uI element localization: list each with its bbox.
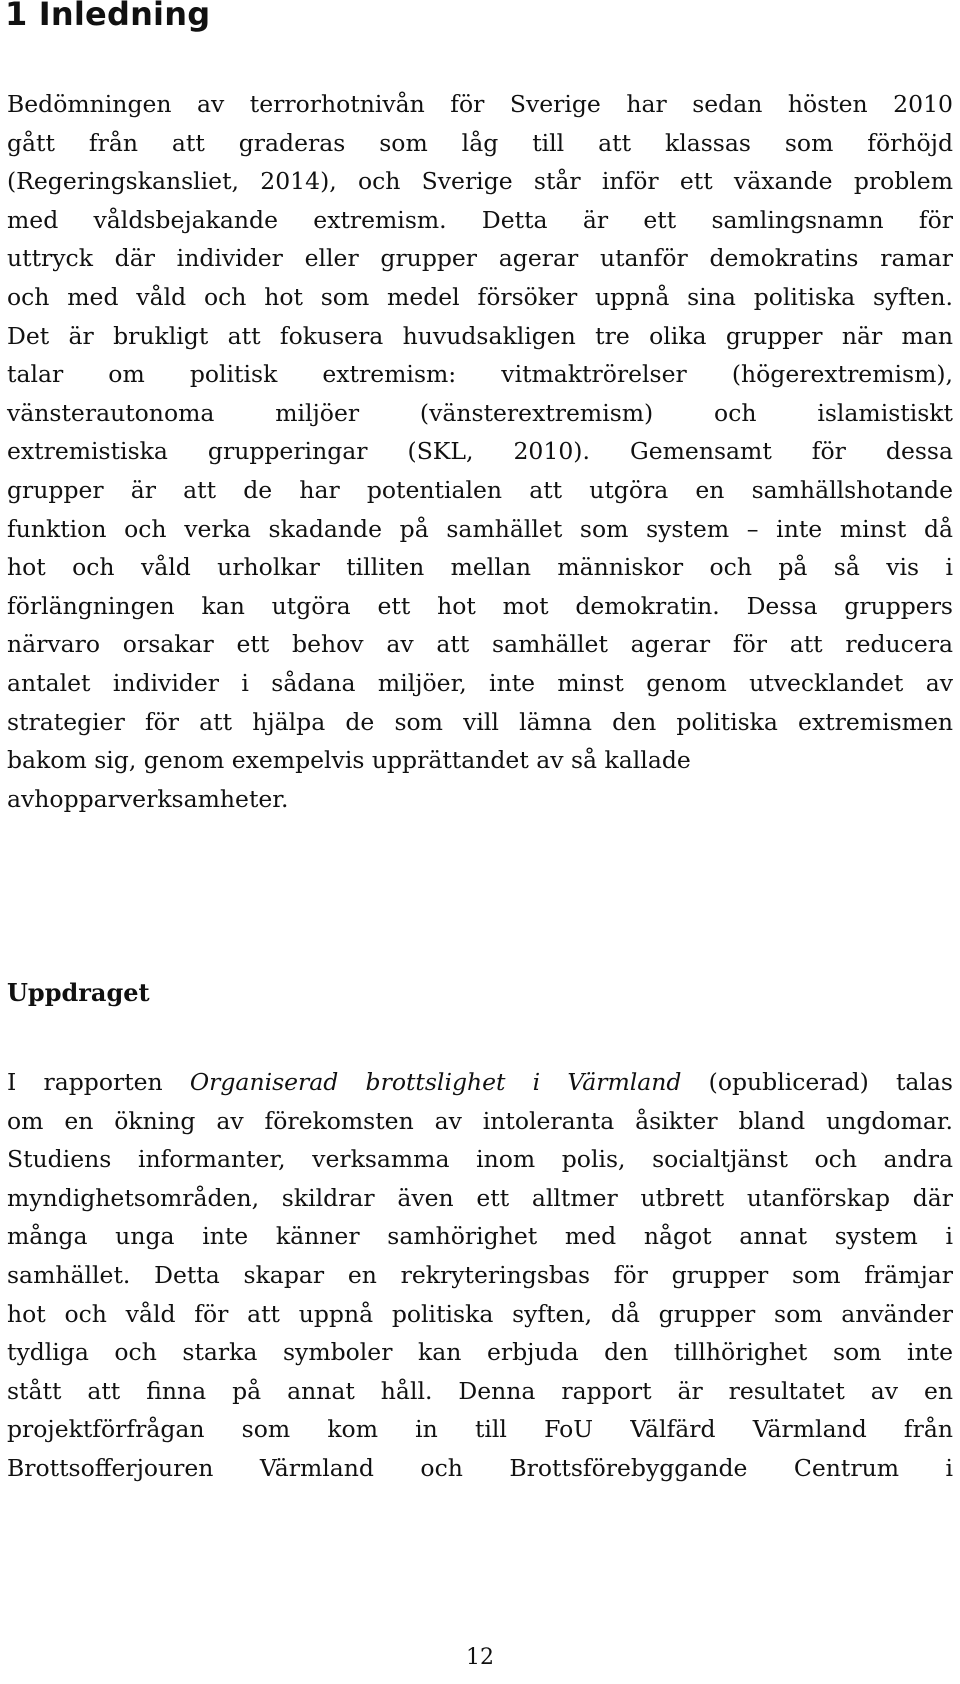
paragraph-line: myndighetsområden, skildrar även ett alltmer utbrett utanförskap där xyxy=(7,1183,953,1212)
assignment-paragraph xyxy=(7,1063,953,1488)
paragraph-line: Bedömningen av terrorhotnivån för Sverige har sedan hösten 2010 xyxy=(7,90,953,118)
paragraph-line: Studiens informanter, verksamma inom polis, socialtjänst och andra xyxy=(7,1145,953,1174)
paragraph-line: vänsterautonoma miljöer (vänsterextremism) och islamistiskt xyxy=(7,398,953,427)
paragraph-line: gått från att graderas som låg till att klassas som förhöjd xyxy=(7,128,953,157)
report-title: Organiserad brottslighet i Värmland xyxy=(189,1068,682,1096)
page-number: 12 xyxy=(466,1645,494,1670)
paragraph-line: strategier för att hjälpa de som vill lämna den politiska extremismen xyxy=(7,707,953,736)
paragraph-line: närvaro orsakar ett behov av att samhället agerar för att reducera xyxy=(7,630,953,659)
paragraph-line: uttryck där individer eller grupper agerar utanför demokratins ramar xyxy=(7,244,953,273)
paragraph-line xyxy=(7,1063,953,1102)
paragraph-line: avhopparverksamheter. xyxy=(7,784,289,813)
paragraph-line: många unga inte känner samhörighet med något annat system i xyxy=(7,1222,953,1251)
paragraph-line: förlängningen kan utgöra ett hot mot demokratin. Dessa gruppers xyxy=(7,591,953,620)
line-suffix: (opublicerad) talas xyxy=(681,1068,953,1096)
line-prefix: I rapporten xyxy=(7,1068,190,1096)
paragraph-line: Brottsofferjouren Värmland och Brottsförebyggande Centrum i xyxy=(7,1453,953,1482)
paragraph-line: grupper är att de har potentialen att utgöra en samhällshotande xyxy=(7,475,953,504)
paragraph-line: projektförfrågan som kom in till FoU Välfärd Värmland från xyxy=(7,1415,953,1444)
paragraph-line: bakom sig, genom exempelvis upprättandet av så kallade xyxy=(7,746,691,775)
paragraph-line: stått att finna på annat håll. Denna rapport är resultatet av en xyxy=(7,1376,953,1405)
paragraph-line: (Regeringskansliet, 2014), och Sverige står inför ett växande problem xyxy=(7,167,953,196)
paragraph-line: om en ökning av förekomsten av intoleranta åsikter bland ungdomar. xyxy=(7,1106,953,1135)
intro-paragraph xyxy=(7,85,953,818)
paragraph-line: talar om politisk extremism: vitmaktrörelser (högerextremism), xyxy=(7,360,953,389)
paragraph-line: med våldsbejakande extremism. Detta är ett samlingsnamn för xyxy=(7,205,953,234)
paragraph-line: antalet individer i sådana miljöer, inte minst genom utvecklandet av xyxy=(7,668,953,697)
paragraph-line: hot och våld urholkar tilliten mellan människor och på så vis i xyxy=(7,553,953,582)
paragraph-line: Det är brukligt att fokusera huvudsakligen tre olika grupper när man xyxy=(7,321,953,350)
paragraph-line: samhället. Detta skapar en rekryteringsbas för grupper som främjar xyxy=(7,1260,953,1289)
paragraph-line: funktion och verka skadande på samhället som system – inte minst då xyxy=(7,514,953,543)
subsection-heading: Uppdraget xyxy=(7,978,150,1007)
paragraph-line: extremistiska grupperingar (SKL, 2010). Gemensamt för dessa xyxy=(7,437,953,466)
paragraph-line: hot och våld för att uppnå politiska syften, då grupper som använder xyxy=(7,1299,953,1328)
section-heading: 1 Inledning xyxy=(5,0,211,33)
paragraph-line: tydliga och starka symboler kan erbjuda den tillhörighet som inte xyxy=(7,1338,953,1367)
paragraph-line: och med våld och hot som medel försöker uppnå sina politiska syften. xyxy=(7,282,953,311)
